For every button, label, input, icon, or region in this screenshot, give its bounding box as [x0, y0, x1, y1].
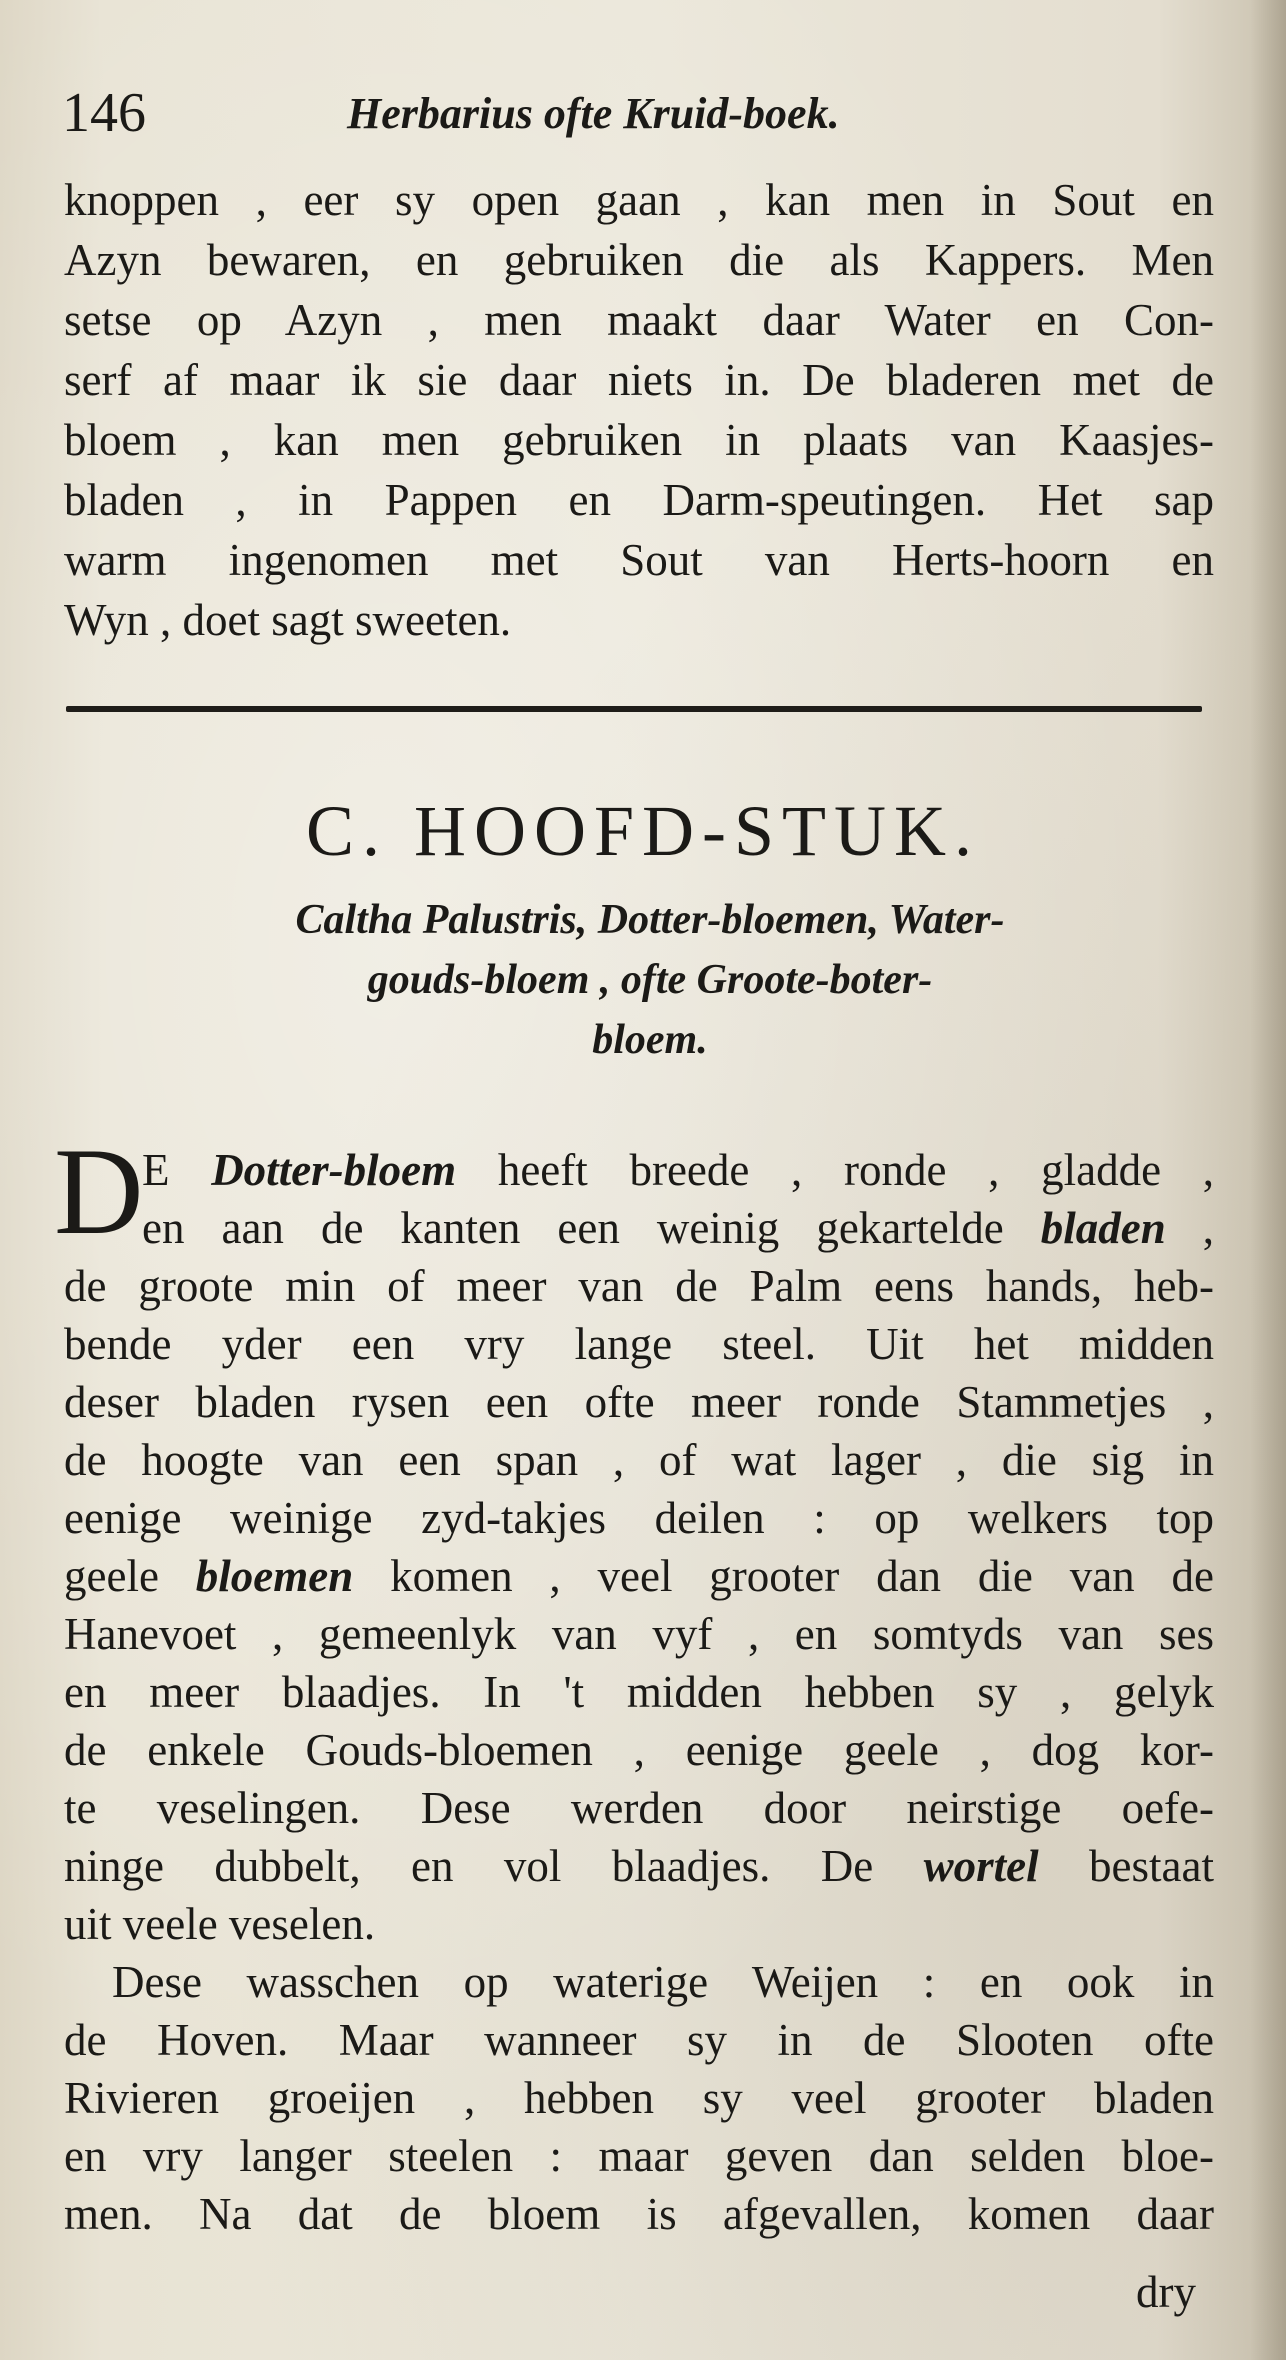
text-line: de enkele Gouds-bloemen , eenige geele , dog kor-: [64, 1725, 1214, 1775]
text-line: men. Na dat de bloem is afgevallen, komen daar: [64, 2189, 1214, 2239]
text-run: bestaat: [1038, 1841, 1214, 1891]
text-line: deser bladen rysen een ofte meer ronde Stammetjes ,: [64, 1377, 1214, 1427]
text-line: te veselingen. Dese werden door neirstige oefe-: [64, 1783, 1214, 1833]
top-paragraph: [64, 170, 1214, 650]
page-number: 146: [62, 82, 146, 144]
text-line: setse op Azyn , men maakt daar Water en Con-: [64, 295, 1214, 345]
page-edge-shadow: [1250, 0, 1286, 2360]
catchword: dry: [1136, 2267, 1196, 2317]
page-header: [62, 78, 1222, 158]
text-line: en meer blaadjes. In 't midden hebben sy , gelyk: [64, 1667, 1214, 1717]
text-line: eenige weinige zyd-takjes deilen : op welkers top: [64, 1493, 1214, 1543]
chapter-heading: C. HOOFD-STUK.: [305, 791, 981, 871]
text-line: Wyn , doet sagt sweeten.: [64, 595, 512, 645]
text-line: warm ingenomen met Sout van Herts-hoorn en: [64, 535, 1214, 585]
section-divider: [66, 706, 1202, 712]
text-line: de groote min of meer van de Palm eens hands, heb-: [64, 1261, 1214, 1311]
text-line: Dese wasschen op waterige Weijen : en ook in: [112, 1957, 1214, 2007]
subtitle-line: Caltha Palustris, Dotter-bloemen, Water-: [295, 897, 1005, 943]
italic-term: Dotter-bloem: [211, 1145, 457, 1195]
chapter-subtitle: [100, 890, 1200, 1070]
subtitle-line: bloem.: [592, 1017, 708, 1063]
text-run: ,: [1165, 1203, 1214, 1253]
body-paragraphs: [64, 1140, 1214, 2242]
text-line: [64, 1198, 1214, 1256]
text-run: E: [142, 1145, 212, 1195]
text-line: uit veele veselen.: [64, 1899, 376, 1949]
text-line: en vry langer steelen : maar geven dan selden bloe-: [64, 2131, 1214, 2181]
italic-term: bladen: [1040, 1203, 1166, 1253]
text-line: [64, 1836, 1214, 1894]
text-line: [64, 1546, 1214, 1604]
subtitle-line: gouds-bloem , ofte Groote-boter-: [367, 957, 933, 1003]
text-line: bende yder een vry lange steel. Uit het midden: [64, 1319, 1214, 1369]
text-line: serf af maar ik sie daar niets in. De bladeren met de: [64, 355, 1214, 405]
text-line: bladen , in Pappen en Darm-speutingen. Het sap: [64, 475, 1214, 525]
text-line: [64, 1140, 1214, 1198]
text-line: de hoogte van een span , of wat lager , die sig in: [64, 1435, 1214, 1485]
text-run: heeft breede , ronde , gladde ,: [456, 1145, 1214, 1195]
italic-term: wortel: [923, 1841, 1039, 1891]
text-run: en aan de kanten een weinig gekartelde: [142, 1203, 1041, 1253]
text-run: komen , veel grooter dan die van de: [353, 1551, 1215, 1601]
text-line: de Hoven. Maar wanneer sy in de Slooten ofte: [64, 2015, 1214, 2065]
text-line: Hanevoet , gemeenlyk van vyf , en somtyds van ses: [64, 1609, 1214, 1659]
text-line: knoppen , eer sy open gaan , kan men in Sout en: [64, 175, 1214, 225]
text-line: bloem , kan men gebruiken in plaats van Kaasjes-: [64, 415, 1214, 465]
text-run: geele: [64, 1551, 196, 1601]
text-run: ninge dubbelt, en vol blaadjes. De: [64, 1841, 924, 1891]
italic-term: bloemen: [195, 1551, 354, 1601]
text-line: Rivieren groeijen , hebben sy veel grooter bladen: [64, 2073, 1214, 2123]
running-title: Herbarius ofte Kruid-boek.: [347, 89, 840, 138]
drop-cap: D: [54, 1123, 144, 1260]
text-line: Azyn bewaren, en gebruiken die als Kappers. Men: [64, 235, 1214, 285]
